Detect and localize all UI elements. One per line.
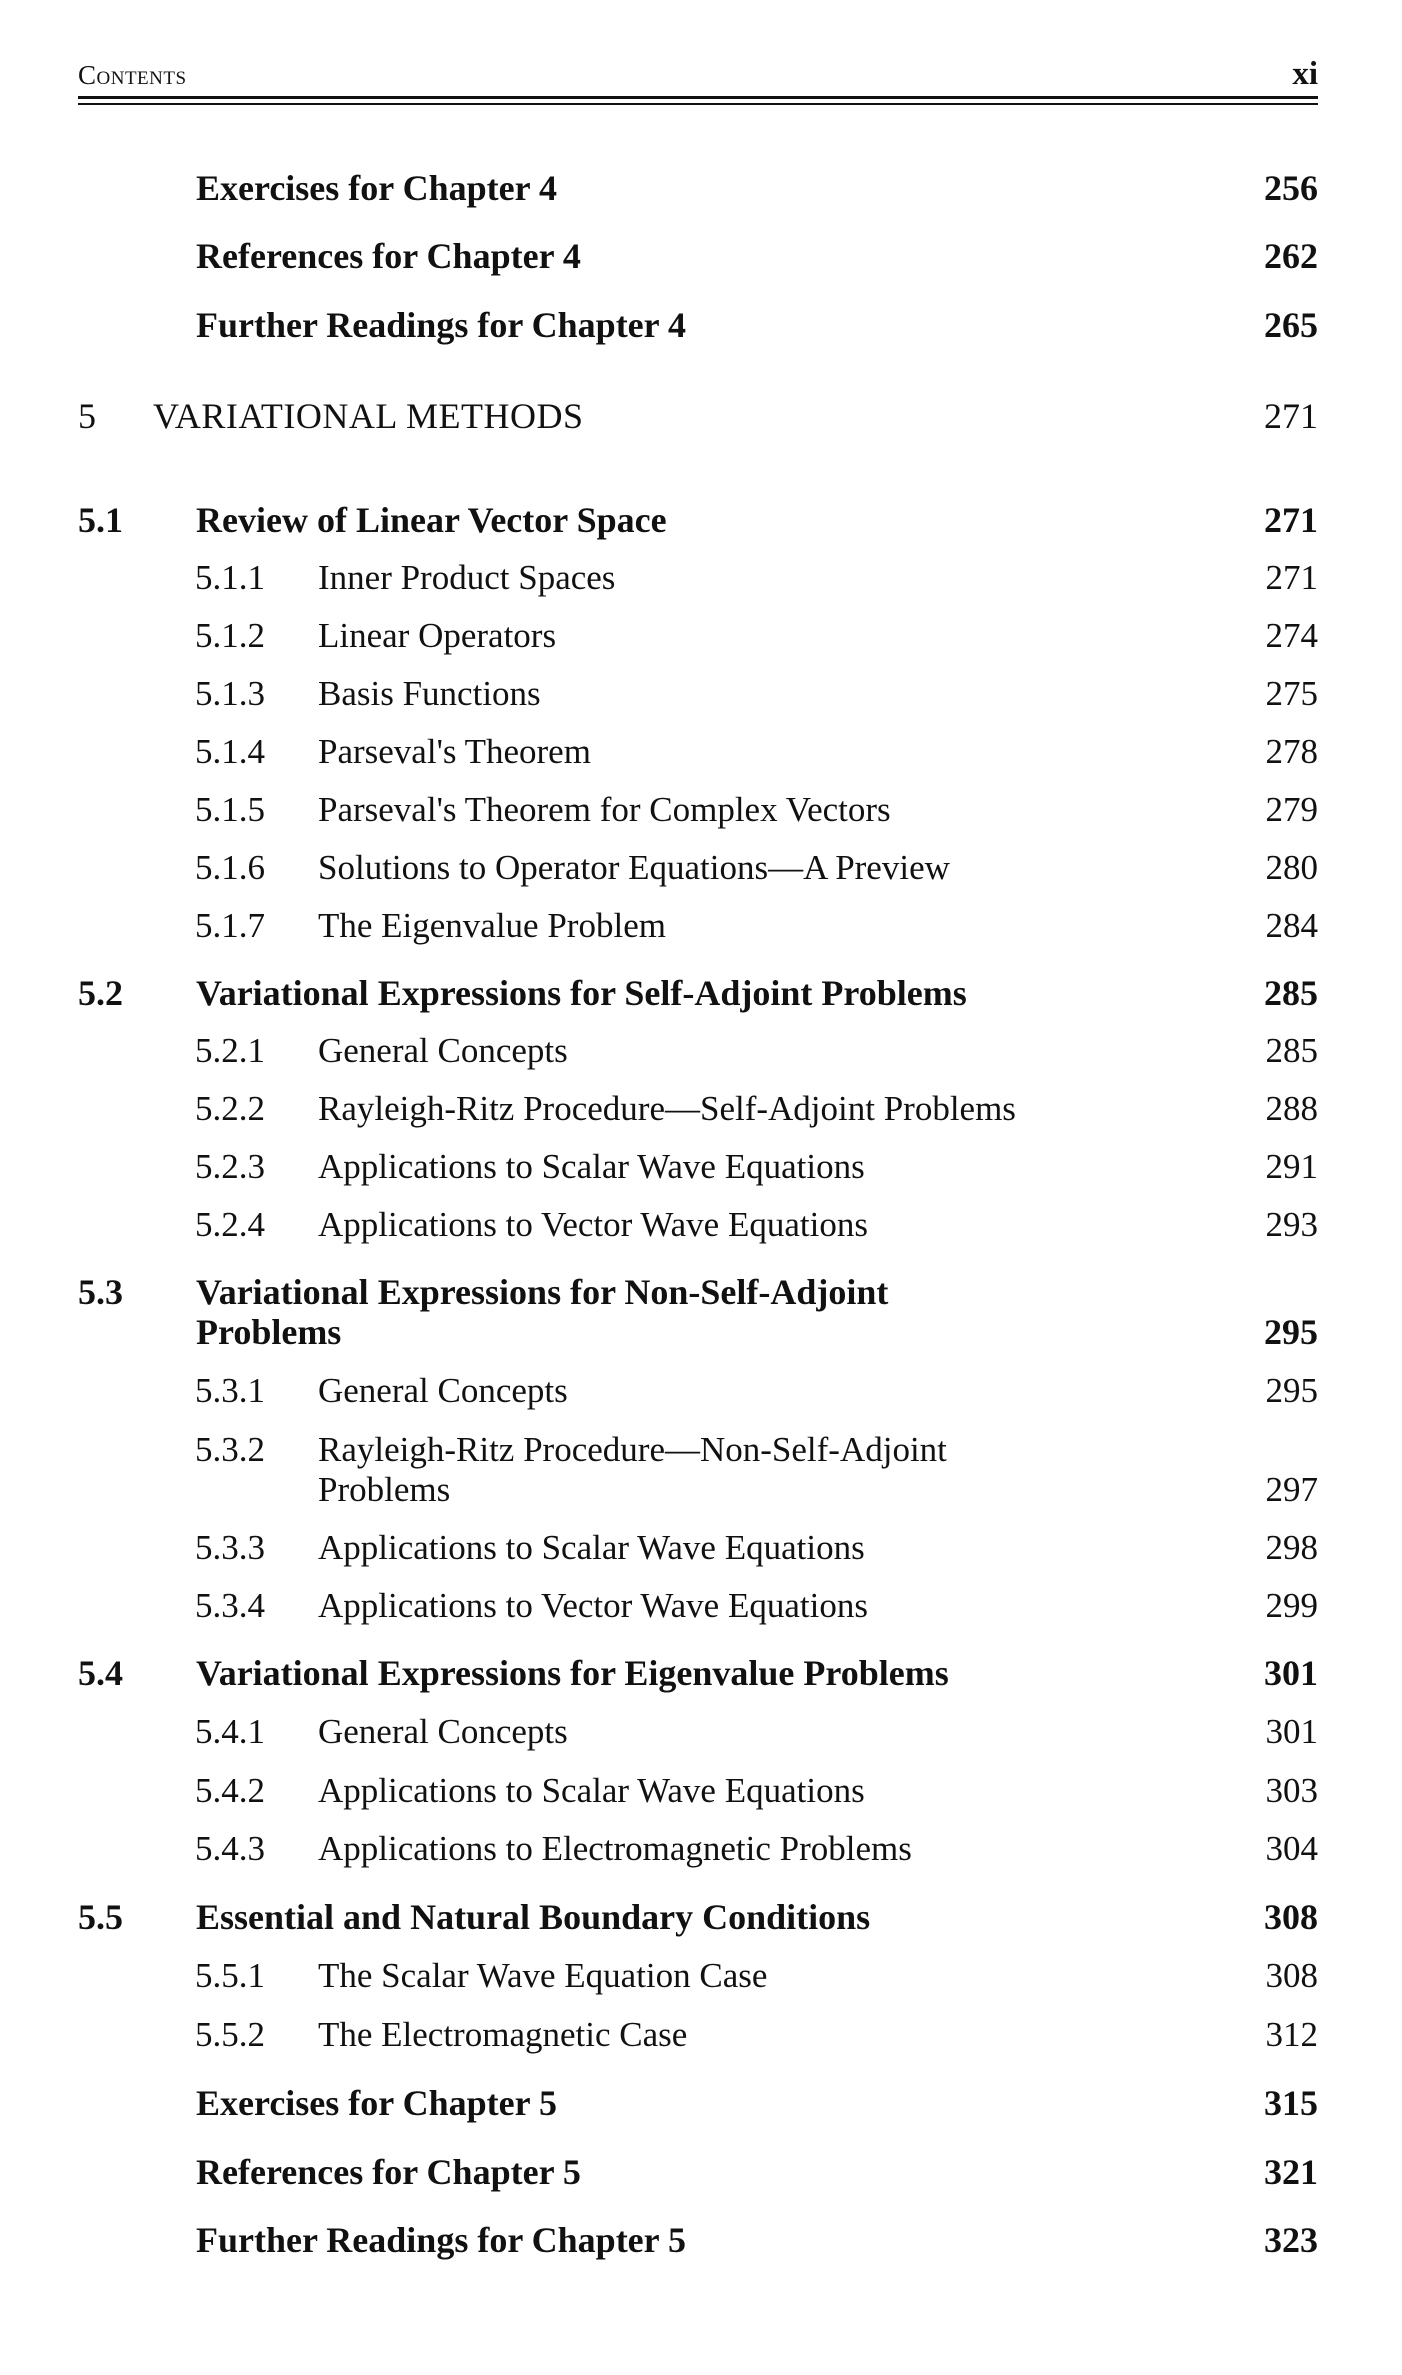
- toc-section-number: 5.1: [78, 500, 123, 540]
- toc-subsection-page: 275: [1265, 674, 1318, 713]
- toc-subsection-page: 312: [1265, 2015, 1318, 2054]
- running-header-title: Contents: [78, 60, 187, 90]
- toc-section-title: Variational Expressions for Eigenvalue Problems: [196, 1653, 949, 1693]
- toc-subsection-number: 5.1.2: [195, 616, 265, 655]
- header-rule: [78, 96, 1318, 99]
- toc-subsection-page: 308: [1265, 1956, 1318, 1995]
- toc-section-title: Variational Expressions for Self-Adjoint Problems: [196, 973, 967, 1013]
- toc-subsection-page: 293: [1265, 1205, 1318, 1244]
- toc-chapter-page: 271: [1264, 396, 1318, 436]
- toc-section-page: 301: [1264, 1653, 1318, 1693]
- toc-subsection-number: 5.1.5: [195, 790, 265, 829]
- toc-chapter-title: VARIATIONAL METHODS: [153, 396, 584, 436]
- running-header: [78, 56, 1318, 96]
- toc-subsection-number: 5.2.3: [195, 1147, 265, 1186]
- toc-subsection-title: Applications to Vector Wave Equations: [318, 1586, 868, 1625]
- toc-subsection-title-line1: Rayleigh-Ritz Procedure—Non-Self-Adjoint: [318, 1430, 947, 1469]
- toc-subsection-page: 280: [1265, 848, 1318, 887]
- toc-subsection-page: 301: [1265, 1712, 1318, 1751]
- toc-subsection-title: General Concepts: [318, 1031, 568, 1070]
- toc-section-number: 5.5: [78, 1897, 123, 1937]
- toc-entry-page: 315: [1264, 2083, 1318, 2123]
- toc-section-number: 5.4: [78, 1653, 123, 1693]
- toc-subsection-title: General Concepts: [318, 1712, 568, 1751]
- toc-subsection-title: The Scalar Wave Equation Case: [318, 1956, 768, 1995]
- toc-subsection-number: 5.3.1: [195, 1371, 265, 1410]
- toc-subsection-page: 297: [1265, 1470, 1318, 1509]
- toc-subsection-number: 5.1.3: [195, 674, 265, 713]
- toc-subsection-number: 5.2.4: [195, 1205, 265, 1244]
- toc-entry-title: Further Readings for Chapter 4: [196, 305, 686, 345]
- toc-subsection-number: 5.3.4: [195, 1586, 265, 1625]
- toc-subsection-page: 291: [1265, 1147, 1318, 1186]
- toc-subsection-number: 5.1.1: [195, 558, 265, 597]
- toc-subsection-number: 5.3.3: [195, 1528, 265, 1567]
- toc-subsection-title: Solutions to Operator Equations—A Preview: [318, 848, 950, 887]
- toc-subsection-title: Applications to Scalar Wave Equations: [318, 1528, 865, 1567]
- toc-entry-title: References for Chapter 5: [196, 2152, 581, 2192]
- toc-section-page: 295: [1264, 1312, 1318, 1352]
- toc-chapter-number: 5: [78, 396, 96, 436]
- toc-entry-page: 323: [1264, 2220, 1318, 2260]
- toc-subsection-page: 285: [1265, 1031, 1318, 1070]
- toc-subsection-number: 5.1.4: [195, 732, 265, 771]
- toc-subsection-title: Parseval's Theorem: [318, 732, 591, 771]
- toc-section-title-line1: Variational Expressions for Non-Self-Adjoint: [196, 1272, 889, 1312]
- toc-subsection-number: 5.2.2: [195, 1089, 265, 1128]
- toc-subsection-page: 303: [1265, 1771, 1318, 1810]
- toc-subsection-title: Applications to Vector Wave Equations: [318, 1205, 868, 1244]
- toc-entry-page: 262: [1264, 236, 1318, 276]
- toc-entry-title: Exercises for Chapter 5: [196, 2083, 557, 2123]
- toc-subsection-number: 5.4.1: [195, 1712, 265, 1751]
- toc-section-number: 5.3: [78, 1272, 123, 1312]
- toc-entry-title: References for Chapter 4: [196, 236, 581, 276]
- toc-section-page: 271: [1264, 500, 1318, 540]
- toc-subsection-page: 304: [1265, 1829, 1318, 1868]
- toc-section-number: 5.2: [78, 973, 123, 1013]
- toc-subsection-number: 5.1.7: [195, 906, 265, 945]
- page-number: xi: [1292, 56, 1318, 92]
- toc-entry-page: 321: [1264, 2152, 1318, 2192]
- toc-subsection-title: Applications to Electromagnetic Problems: [318, 1829, 912, 1868]
- toc-subsection-page: 284: [1265, 906, 1318, 945]
- toc-subsection-number: 5.1.6: [195, 848, 265, 887]
- toc-subsection-page: 279: [1265, 790, 1318, 829]
- toc-section-page: 285: [1264, 973, 1318, 1013]
- header-rule-secondary: [78, 103, 1318, 105]
- toc-subsection-number: 5.5.1: [195, 1956, 265, 1995]
- toc-section-page: 308: [1264, 1897, 1318, 1937]
- toc-subsection-page: 278: [1265, 732, 1318, 771]
- toc-section-title-line2: Problems: [196, 1312, 342, 1352]
- toc-section-title: Essential and Natural Boundary Conditions: [196, 1897, 871, 1937]
- toc-subsection-title: Linear Operators: [318, 616, 557, 655]
- toc-subsection-page: 295: [1265, 1371, 1318, 1410]
- toc-section-title: Review of Linear Vector Space: [196, 500, 667, 540]
- toc-subsection-title: The Eigenvalue Problem: [318, 906, 666, 945]
- toc-subsection-title: Parseval's Theorem for Complex Vectors: [318, 790, 891, 829]
- toc-subsection-number: 5.4.2: [195, 1771, 265, 1810]
- toc-entry-page: 256: [1264, 168, 1318, 208]
- toc-subsection-page: 271: [1265, 558, 1318, 597]
- toc-subsection-title: Basis Functions: [318, 674, 541, 713]
- toc-subsection-page: 299: [1265, 1586, 1318, 1625]
- toc-subsection-title: Applications to Scalar Wave Equations: [318, 1147, 865, 1186]
- toc-subsection-title: Inner Product Spaces: [318, 558, 616, 597]
- toc-subsection-page: 274: [1265, 616, 1318, 655]
- toc-subsection-number: 5.5.2: [195, 2015, 265, 2054]
- toc-subsection-page: 298: [1265, 1528, 1318, 1567]
- toc-subsection-title: General Concepts: [318, 1371, 568, 1410]
- toc-entry-page: 265: [1264, 305, 1318, 345]
- toc-subsection-number: 5.3.2: [195, 1430, 265, 1469]
- toc-subsection-title: Applications to Scalar Wave Equations: [318, 1771, 865, 1810]
- toc-subsection-title: Rayleigh-Ritz Procedure—Self-Adjoint Problems: [318, 1089, 1016, 1128]
- toc-entry-title: Exercises for Chapter 4: [196, 168, 557, 208]
- toc-entry-title: Further Readings for Chapter 5: [196, 2220, 686, 2260]
- toc-subsection-page: 288: [1265, 1089, 1318, 1128]
- toc-subsection-title: The Electromagnetic Case: [318, 2015, 688, 2054]
- toc-subsection-title-line2: Problems: [318, 1470, 451, 1509]
- toc-subsection-number: 5.4.3: [195, 1829, 265, 1868]
- toc-subsection-number: 5.2.1: [195, 1031, 265, 1070]
